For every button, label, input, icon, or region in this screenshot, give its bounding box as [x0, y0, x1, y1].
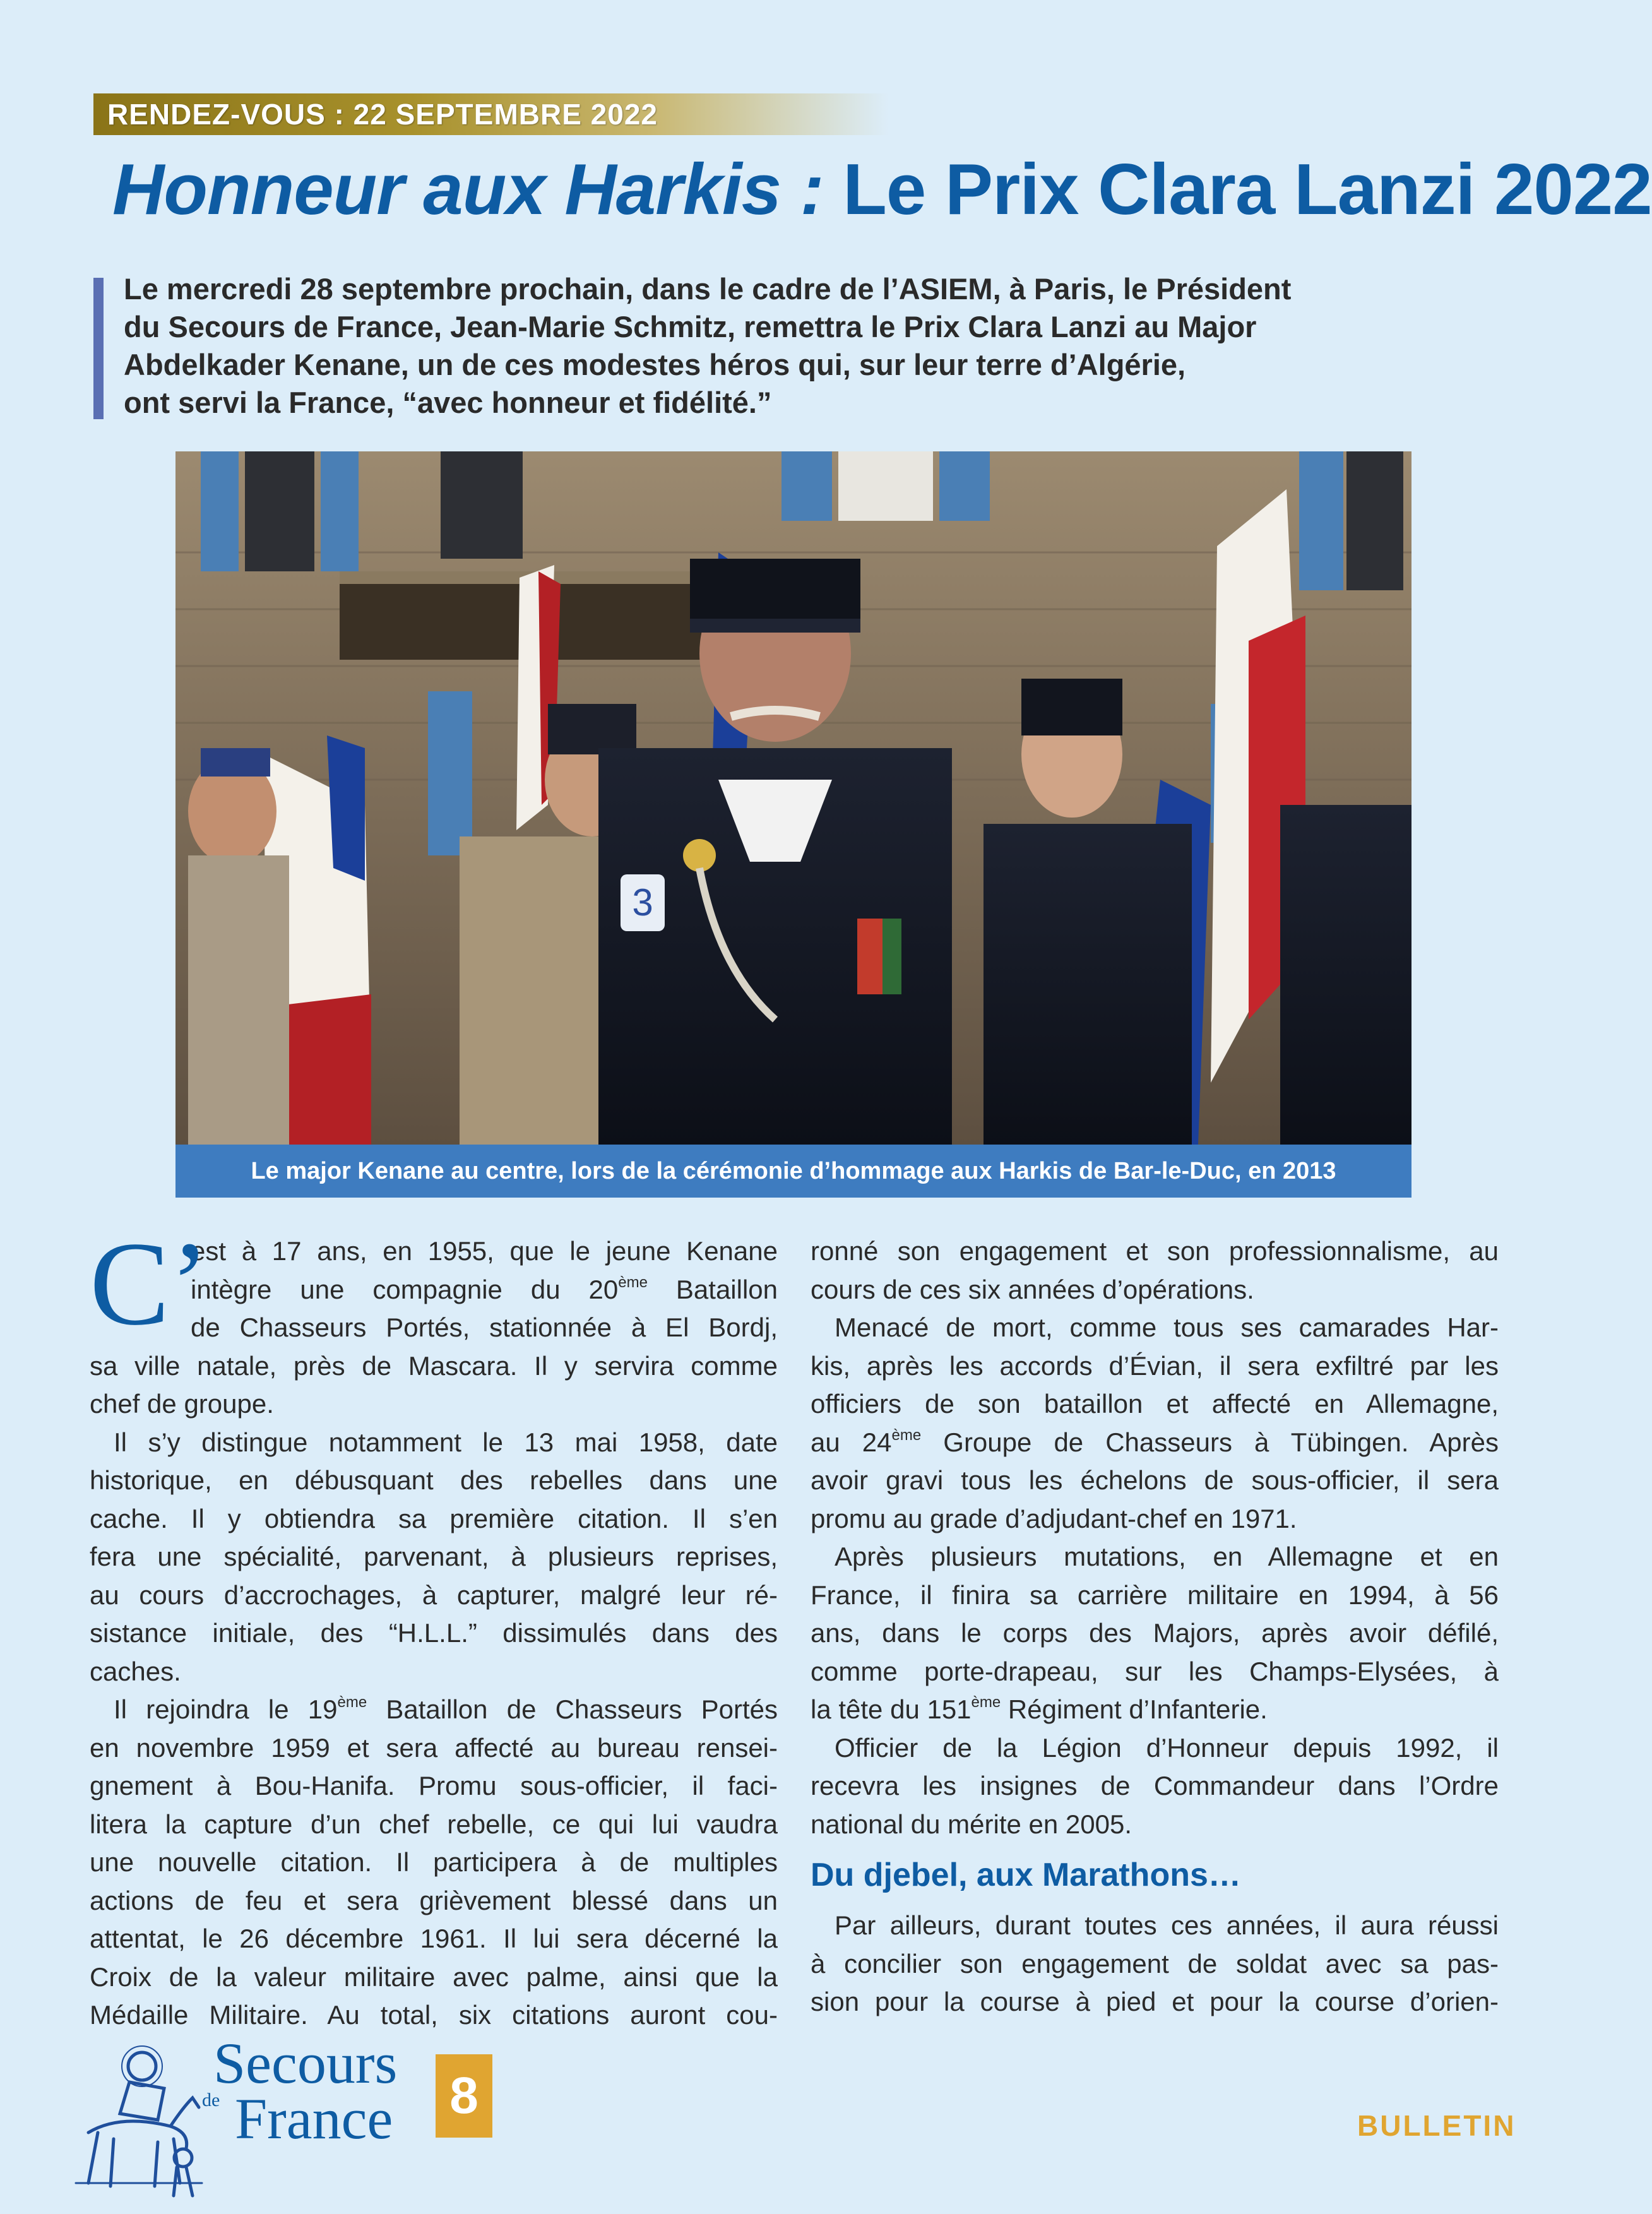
- brand-france: France: [235, 2086, 393, 2151]
- brand-secours: Secours: [213, 2031, 398, 2095]
- text-line: au cours d’accrochages, à capturer, malgré leur ré-: [90, 1580, 778, 1610]
- page-title: [112, 148, 1652, 231]
- text-line: Menacé de mort, comme tous ses camarades Har-: [835, 1312, 1499, 1342]
- text-line: kis, après les accords d’Évian, il sera exfiltré par les: [811, 1350, 1499, 1381]
- banner-text: RENDEZ-VOUS : 22 SEPTEMBRE 2022: [107, 98, 658, 131]
- text-line: attentat, le 26 décembre 1961. Il lui sera décerné la: [90, 1924, 778, 1953]
- title-rest: Le Prix Clara Lanzi 2022: [823, 150, 1652, 230]
- text-line: cache. Il y obtiendra sa première citation. Il s’en: [90, 1503, 778, 1533]
- text-line: ans, dans le corps des Majors, après avoir défilé,: [811, 1618, 1499, 1648]
- title-italic: Honneur aux Harkis :: [112, 150, 824, 230]
- text-line: de Chasseurs Portés, stationnée à El Bordj,: [191, 1312, 778, 1342]
- page-number: 8: [436, 2054, 492, 2138]
- lead-line: du Secours de France, Jean-Marie Schmitz, remettra le Prix Clara Lanzi au Major: [124, 310, 1257, 343]
- text-line: à concilier son engagement de soldat avec sa pas-: [811, 1948, 1499, 1979]
- text-line: litera la capture d’un chef rebelle, ce qui lui vaudra: [90, 1809, 778, 1839]
- text-line: France, il finira sa carrière militaire en 1994, à 56: [811, 1580, 1499, 1610]
- text-line: sistance initiale, des “H.L.L.” dissimulés dans des: [90, 1618, 778, 1648]
- text-line: cours de ces six années d’opérations.: [811, 1274, 1254, 1304]
- text-line: recevra les insignes de Commandeur dans l’Ordre: [811, 1771, 1499, 1800]
- text-line: ronné son engagement et son professionnalisme, au: [811, 1236, 1499, 1266]
- text-line: la tête du 151ème Régiment d’Infanterie.: [811, 1694, 1268, 1724]
- lead-bar: [93, 278, 104, 419]
- text-line: historique, en débusquant des rebelles dans une: [90, 1465, 778, 1495]
- article-column-right: [811, 1232, 1499, 2021]
- lead-line: ont servi la France, “avec honneur et fidélité.”: [124, 386, 772, 419]
- text-line: Il s’y distingue notamment le 13 mai 1958, date: [114, 1427, 778, 1457]
- text-line: national du mérite en 2005.: [811, 1809, 1132, 1839]
- text-line: au 24ème Groupe de Chasseurs à Tübingen. Après: [811, 1426, 1499, 1457]
- text-line: Par ailleurs, durant toutes ces années, il aura réussi: [835, 1910, 1499, 1940]
- saint-martin-logo-icon: [63, 2038, 208, 2199]
- ceremony-photo-illustration: [175, 451, 1411, 1145]
- text-line: officiers de son bataillon et affecté en Allemagne,: [811, 1389, 1499, 1419]
- text-line: chef de groupe.: [90, 1389, 274, 1419]
- text-line: caches.: [90, 1656, 181, 1686]
- drop-cap: C’: [90, 1218, 210, 1350]
- article-column-left: [90, 1218, 778, 2035]
- brand-de: de: [202, 2090, 220, 2110]
- section-subheading: Du djebel, aux Marathons…: [811, 1857, 1241, 1893]
- text-line: est à 17 ans, en 1955, que le jeune Kenane: [191, 1236, 778, 1266]
- text-line: une nouvelle citation. Il participera à de multiples: [90, 1847, 778, 1877]
- text-line: Croix de la valeur militaire avec palme, ainsi que la: [90, 1961, 778, 1992]
- lead-paragraph: [124, 270, 1418, 422]
- text-line: avoir gravi tous les échelons de sous-officier, il sera: [811, 1465, 1499, 1495]
- text-line: Médaille Militaire. Au total, six citations auront cou-: [90, 2000, 778, 2030]
- text-line: sa ville natale, près de Mascara. Il y servira comme: [90, 1350, 778, 1381]
- text-line: fera une spécialité, parvenant, à plusieurs reprises,: [90, 1542, 778, 1571]
- text-line: Officier de la Légion d’Honneur depuis 1992, il: [835, 1732, 1499, 1763]
- photo-caption: Le major Kenane au centre, lors de la cérémonie d’hommage aux Harkis de Bar-le-Duc, en 2013: [175, 1145, 1411, 1198]
- text-line: Il rejoindra le 19ème Bataillon de Chasseurs Portés: [114, 1694, 778, 1724]
- lead-line: Abdelkader Kenane, un de ces modestes héros qui, sur leur terre d’Algérie,: [124, 348, 1186, 381]
- text-line: Après plusieurs mutations, en Allemagne et en: [835, 1542, 1499, 1571]
- text-line: comme porte-drapeau, sur les Champs-Elysées, à: [811, 1656, 1499, 1686]
- ceremony-photo: [175, 451, 1411, 1145]
- text-line: en novembre 1959 et sera affecté au bureau rensei-: [90, 1732, 778, 1763]
- badge-number: 3: [632, 881, 653, 924]
- text-line: intègre une compagnie du 20ème Bataillon: [191, 1273, 778, 1304]
- text-line: sion pour la course à pied et pour la course d’orien-: [811, 1987, 1499, 2016]
- bulletin-label: BULLETIN: [1357, 2109, 1516, 2142]
- text-line: gnement à Bou-Hanifa. Promu sous-officier, il faci-: [90, 1771, 778, 1800]
- section-banner: [93, 93, 889, 135]
- text-line: actions de feu et sera grièvement blessé dans un: [90, 1885, 778, 1915]
- text-line: promu au grade d’adjudant-chef en 1971.: [811, 1503, 1297, 1533]
- lead-line: Le mercredi 28 septembre prochain, dans le cadre de l’ASIEM, à Paris, le Président: [124, 272, 1292, 306]
